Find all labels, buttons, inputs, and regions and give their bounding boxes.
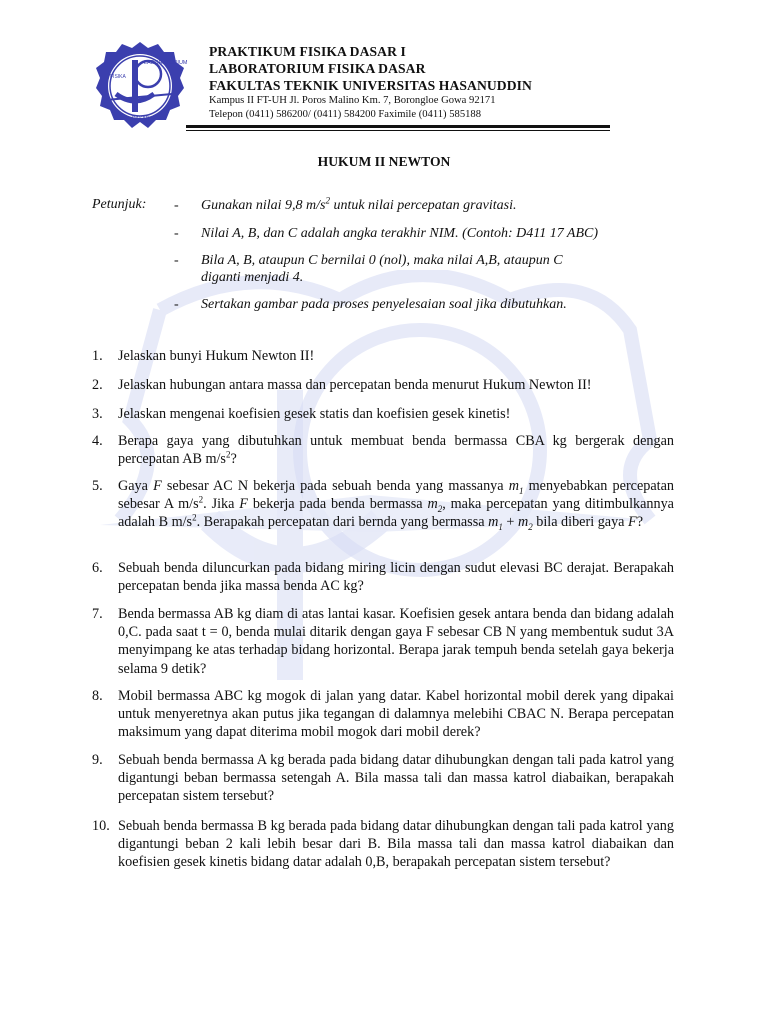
question-text-part: + bbox=[502, 514, 518, 531]
instruction-dash: - bbox=[174, 226, 179, 241]
symbol-m: m bbox=[517, 514, 529, 531]
symbol-m: m bbox=[508, 478, 519, 494]
header-line-1: PRAKTIKUM FISIKA DASAR I bbox=[209, 44, 406, 59]
question-item bbox=[92, 817, 674, 872]
instruction-sup: 2 bbox=[325, 195, 330, 206]
question-number: 5. bbox=[92, 478, 103, 494]
question-text-part: menyebabkan percepatan sebesar A m/s bbox=[118, 478, 674, 513]
question-text-part: , maka percepatan yang ditimbulkannya adalah B m/s bbox=[118, 496, 674, 531]
question-text: Benda bermassa AB kg diam di atas lantai kasar. Koefisien gesek antara benda dan bidang adalah 0,C. pada saat t = 0, benda mulai ditarik dengan gaya F sebesar CB N yang membentuk sudut 3A menyimpang ke atas terhadap bidang horizontal. Berapa jarak tempuh benda setelah gaya bekerja selama 9 detik? bbox=[118, 606, 674, 677]
question-item bbox=[92, 751, 674, 806]
question-number: 2. bbox=[92, 377, 103, 393]
question-text-part: Gaya bbox=[118, 478, 154, 494]
question-text: Sebuah benda bermassa A kg berada pada bidang datar dihubungkan dengan tali pada katrol yang digantungi beban bermassa setengah A. Bila massa tali dan massa katrol diabaikan, berapakah percepatan sistem tersebut? bbox=[118, 752, 674, 805]
instruction-text: Nilai A, B, dan C adalah angka terakhir NIM. (Contoh: D411 17 ABC) bbox=[201, 226, 599, 241]
header-rule-thin bbox=[186, 130, 610, 131]
instruction-item bbox=[174, 252, 634, 286]
letterhead bbox=[209, 43, 532, 122]
question-text bbox=[118, 477, 674, 532]
question-text-part: bila diberi gaya bbox=[532, 514, 629, 531]
symbol-F: F bbox=[239, 496, 248, 513]
instruction-item bbox=[174, 296, 634, 313]
instruction-dash: - bbox=[174, 198, 179, 213]
instruction-item bbox=[174, 197, 634, 214]
question-item bbox=[92, 405, 674, 423]
question-number: 3. bbox=[92, 406, 103, 422]
question-text-part: bekerja pada benda bermassa bbox=[247, 496, 428, 513]
question-text: Jelaskan mengenai koefisien gesek statis dan koefisien gesek kinetis! bbox=[118, 406, 511, 422]
university-logo bbox=[92, 38, 188, 134]
question-item bbox=[92, 347, 674, 365]
question-text-part: sebesar AC N bekerja pada sebuah benda yang massanya bbox=[161, 478, 509, 494]
question-number: 1. bbox=[92, 348, 103, 364]
question-text-part: ? bbox=[636, 514, 644, 531]
question-text-part: . Berapakah percepatan dari bernda yang bermassa bbox=[196, 514, 489, 531]
symbol-F: F bbox=[153, 478, 162, 494]
question-number: 7. bbox=[92, 606, 103, 622]
question-item bbox=[92, 605, 674, 678]
logo-side-text: FISIKA bbox=[110, 74, 126, 80]
question-sup: 2 bbox=[198, 494, 204, 505]
question-text: Mobil bermassa ABC kg mogok di jalan yang datar. Kabel horizontal mobil derek yang dipakai untuk menyeretnya akan putus jika tegangan di dalamnya melebihi CBAC N. Berapa percepatan maksimum yang dapat diterima mobil mogok dari mobil derek? bbox=[118, 688, 674, 741]
instruction-text: diganti menjadi 4. bbox=[201, 270, 304, 285]
question-sup: 2 bbox=[225, 449, 231, 460]
logo-bottom-text: DASAR bbox=[132, 116, 150, 122]
question-number: 9. bbox=[92, 752, 103, 768]
instruction-text: Sertakan gambar pada proses penyelesaian soal jika dibutuhkan. bbox=[201, 297, 567, 312]
header-rule-thick bbox=[186, 125, 610, 128]
symbol-F: F bbox=[628, 514, 637, 531]
question-text: Jelaskan hubungan antara massa dan percepatan benda menurut Hukum Newton II! bbox=[118, 377, 592, 393]
question-number: 6. bbox=[92, 560, 103, 576]
question-item bbox=[92, 376, 674, 394]
instruction-dash: - bbox=[174, 297, 179, 312]
question-text: Sebuah benda diluncurkan pada bidang miring licin dengan sudut elevasi BC derajat. Berapakah percepatan benda jika massa benda AC kg? bbox=[118, 560, 674, 595]
instruction-text: Bila A, B, ataupun C bernilai 0 (nol), maka nilai A,B, ataupun C bbox=[201, 253, 563, 268]
question-text-part: . Jika bbox=[203, 496, 240, 513]
question-item bbox=[92, 687, 674, 742]
question-text: Sebuah benda bermassa B kg berada pada bidang datar dihubungkan dengan tali pada katrol yang digantungi beban 2 kali lebih besar dari B. Bila massa tali dan massa katrol diabaikan dan koefisien gesek kinetis bidang datar adalah 0,B, berapakah percepatan sistem tersebut? bbox=[118, 818, 674, 871]
symbol-sub: 1 bbox=[498, 522, 503, 533]
header-address: Kampus II FT-UH Jl. Poros Malino Km. 7, Borongloe Gowa 92171 bbox=[209, 95, 496, 106]
question-text: Jelaskan bunyi Hukum Newton II! bbox=[118, 348, 315, 364]
symbol-sub: 1 bbox=[518, 485, 524, 496]
question-text bbox=[118, 432, 674, 468]
instruction-text: Gunakan nilai 9,8 m/s bbox=[201, 198, 326, 213]
question-number: 10. bbox=[92, 818, 110, 834]
symbol-sub: 2 bbox=[528, 522, 533, 533]
header-phone: Telepon (0411) 586200/ (0411) 584200 Faximile (0411) 585188 bbox=[209, 109, 482, 120]
header-line-3: FAKULTAS TEKNIK UNIVERSITAS HASANUDDIN bbox=[209, 78, 532, 93]
page-title: HUKUM II NEWTON bbox=[317, 154, 451, 169]
question-item bbox=[92, 432, 674, 468]
logo-ring-text: LABORATORIUM bbox=[144, 60, 188, 66]
instruction-text: untuk nilai percepatan gravitasi. bbox=[329, 198, 517, 213]
question-number: 8. bbox=[92, 688, 103, 704]
instruction-dash: - bbox=[174, 253, 179, 268]
symbol-m: m bbox=[488, 514, 499, 531]
symbol-m: m bbox=[427, 496, 438, 513]
question-sup: 2 bbox=[192, 512, 197, 523]
instructions-label: Petunjuk: bbox=[92, 197, 147, 212]
question-item bbox=[92, 559, 674, 595]
question-text-part: ? bbox=[230, 451, 237, 468]
header-line-2: LABORATORIUM FISIKA DASAR bbox=[209, 61, 426, 76]
instruction-item bbox=[174, 225, 634, 242]
question-item bbox=[92, 477, 674, 532]
question-text-part: Berapa gaya yang dibutuhkan untuk membuat benda bermassa CBA kg bergerak dengan percepatan AB m/s bbox=[118, 433, 674, 468]
symbol-sub: 2 bbox=[437, 504, 443, 515]
question-number: 4. bbox=[92, 433, 103, 449]
